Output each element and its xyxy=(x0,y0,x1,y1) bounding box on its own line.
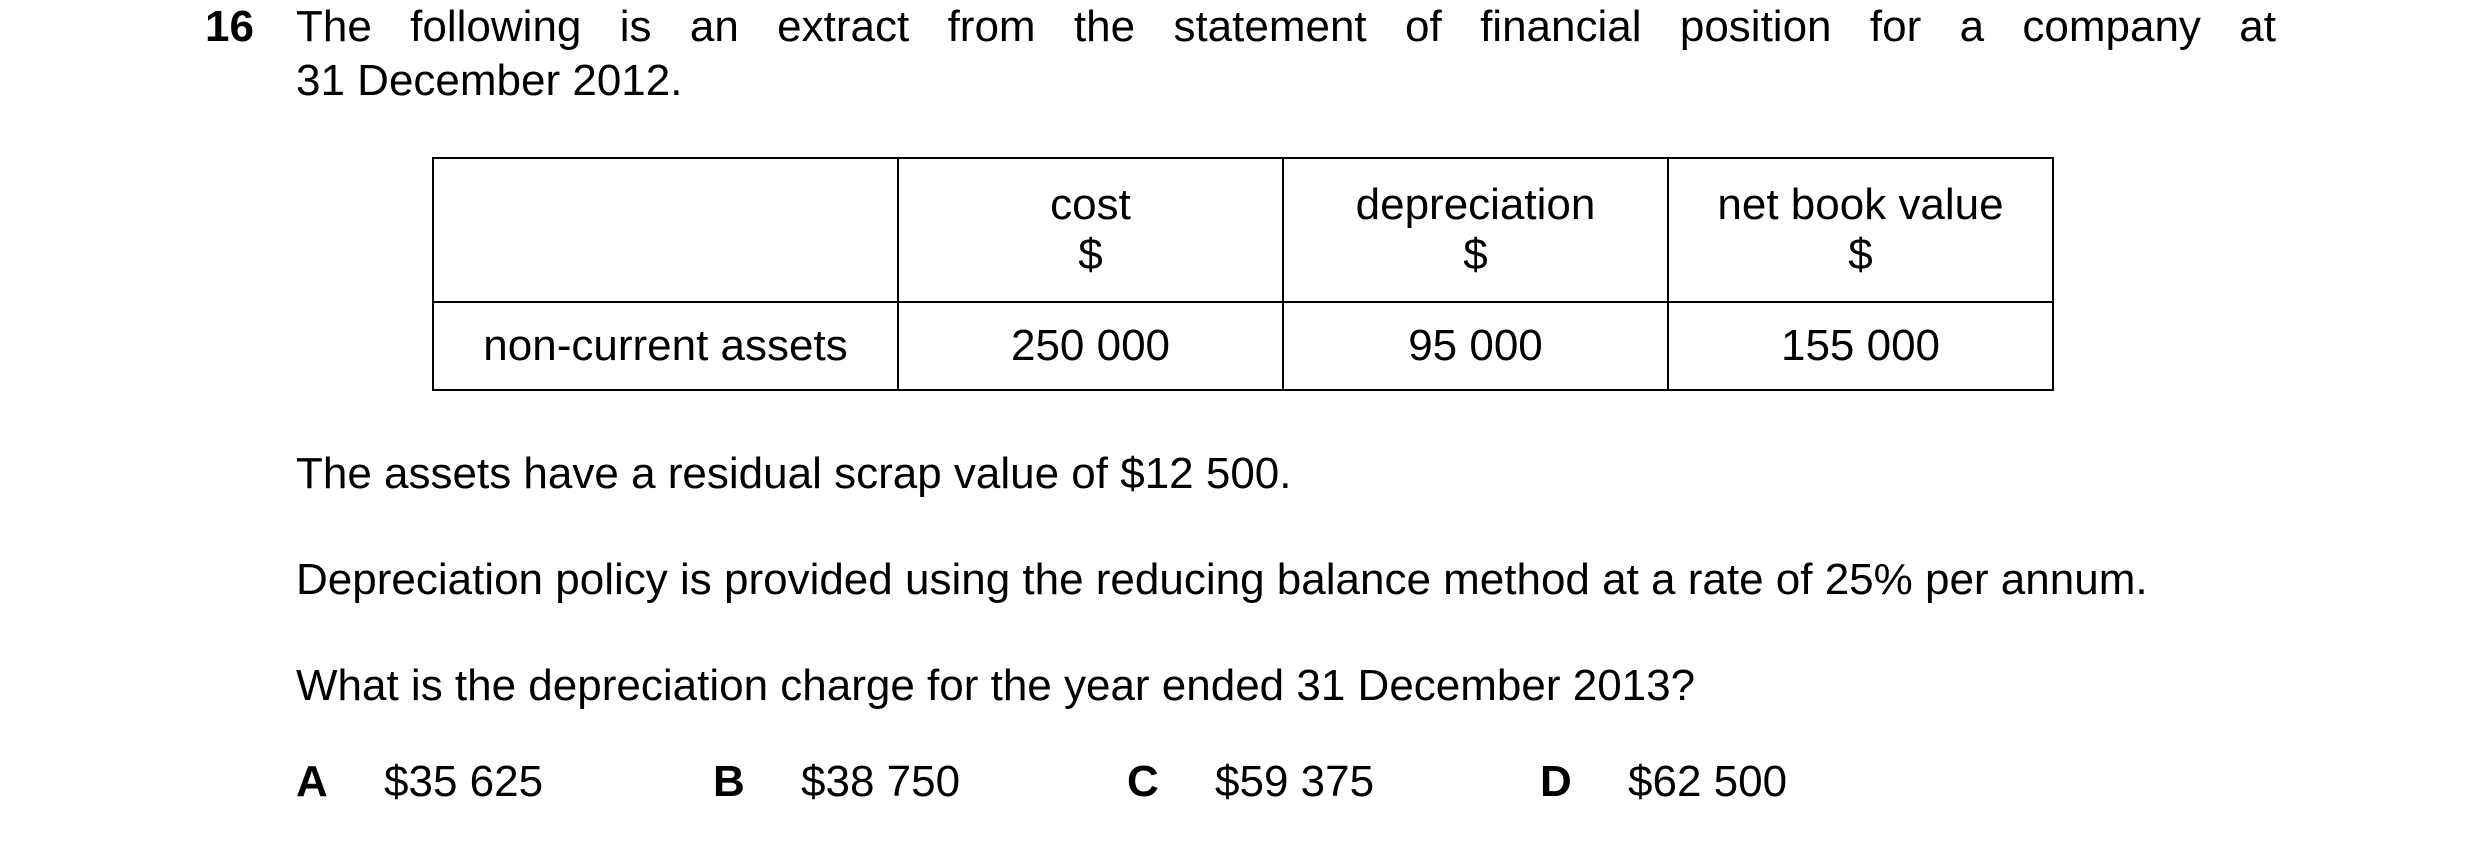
option-b-value: $38 750 xyxy=(801,757,961,806)
question-stem-continued: 31 December 2012. xyxy=(296,56,683,105)
question-text: What is the depreciation charge for the year ended 31 December 2013? xyxy=(296,661,1696,710)
header-nbv-label: net book value xyxy=(1717,180,2004,229)
header-blank-cell xyxy=(433,158,898,302)
option-a-letter: A xyxy=(296,757,328,806)
table-row xyxy=(433,302,2053,390)
option-c-letter: C xyxy=(1127,757,1159,806)
header-nbv-unit: $ xyxy=(1848,230,1873,279)
question-number: 16 xyxy=(205,2,254,51)
option-a-value: $35 625 xyxy=(384,757,544,806)
nbv-value-cell: 155 000 xyxy=(1668,302,2053,390)
option-c-value: $59 375 xyxy=(1215,757,1375,806)
option-d-value: $62 500 xyxy=(1628,757,1788,806)
option-b-letter: B xyxy=(713,757,745,806)
header-cost-unit: $ xyxy=(1078,230,1103,279)
depreciation-policy-text: Depreciation policy is provided using the reducing balance method at a rate of 25% per annum. xyxy=(296,555,2148,604)
option-d-letter: D xyxy=(1540,757,1572,806)
question-stem: The following is an extract from the statement of financial position for a company at xyxy=(296,2,2276,51)
header-depreciation-unit: $ xyxy=(1463,230,1488,279)
row-label-cell: non-current assets xyxy=(433,302,898,390)
financial-position-table xyxy=(432,157,2054,391)
header-cost-label: cost xyxy=(1050,180,1131,229)
scrap-value-text: The assets have a residual scrap value of $12 500. xyxy=(296,449,1292,498)
header-depreciation-label: depreciation xyxy=(1355,180,1596,229)
header-cost-cell xyxy=(898,158,1283,302)
header-nbv-cell xyxy=(1668,158,2053,302)
cost-value-cell: 250 000 xyxy=(898,302,1283,390)
depreciation-value-cell: 95 000 xyxy=(1283,302,1668,390)
header-depreciation-cell xyxy=(1283,158,1668,302)
table-header-row xyxy=(433,158,2053,302)
